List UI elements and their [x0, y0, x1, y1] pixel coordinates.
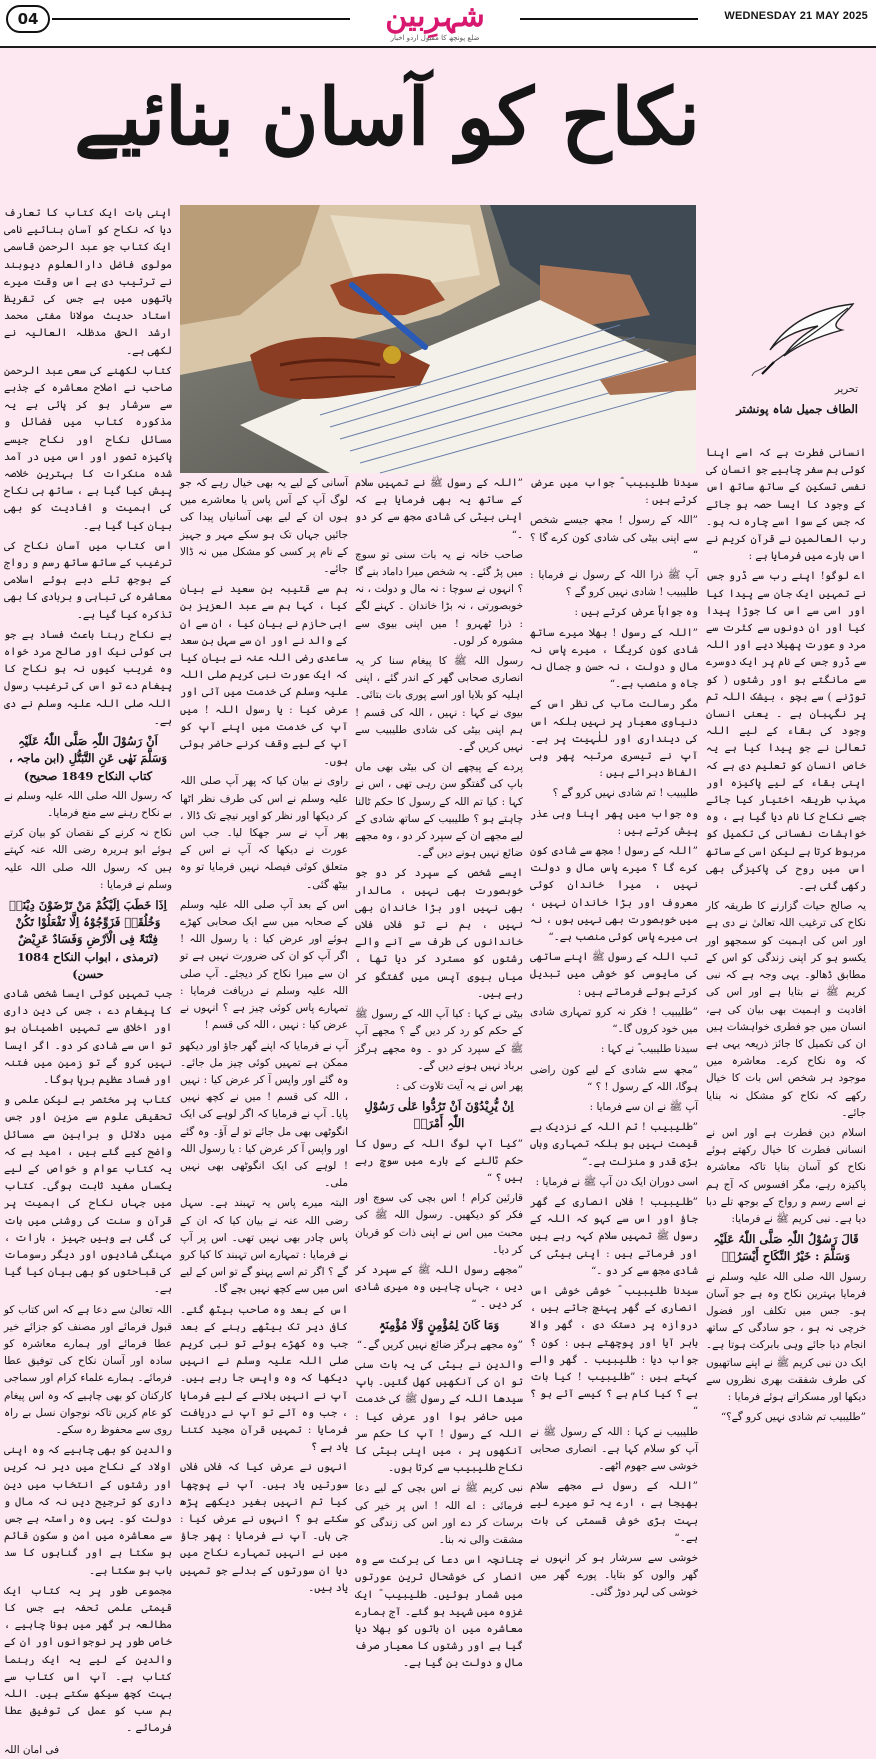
paragraph: سیدنا طلیبیب ؓ خوشی خوشی اس انصاری کے گھر پہنچ جاتے ہیں ، دروازہ پر دستک دی ، گھر والا باہر آیا اور پوچھتے ہیں : کون ؟ جواب دیا : طلیبیب ۔ گھر والے کہتے ہیں : ”طلیبیب ! کیا بات ہے ؟ کیا کام ہے ؟ کیسے آئے ہو ؟ “	[530, 1284, 698, 1418]
nikah-signing-photo	[180, 205, 696, 473]
paragraph: اس کے بعد وہ صاحب بیٹھ گئے۔ کافی دیر تک بیٹھے رہنے کے بعد جب وہ کھڑے ہوئے تو نبی کریم صلی اللہ علیہ وسلم نے انہیں دیکھا کہ وہ واپس جا رہے ہیں۔ آپ نے انہیں بلانے کے لیے فرمایا ، جب وہ آئے تو آپ نے دریافت فرمایا : تمہیں قرآن مجید کتنا یاد ہے ؟	[180, 1303, 348, 1454]
photo-illustration	[180, 205, 696, 473]
paragraph: کتاب پر مختصر بے لیکن علمی و تحقیقی علوم سے مزین اور جس میں دلائل و براہین سے مسائل واضح کیے گئے ہیں ، امید ہے کہ یہ کتاب عوام و خواص کے لیے یکساں مفید ثابت ہوگی۔ کتاب میں جہاں نکاح کی اہمیت پر قرآن و سنت کی روشنی میں بات کی گئی ہے وہیں جہیز ، بارات ، مہنگی شادیوں اور دیگر رسومات کی قباحتوں کو بھی بیان کیا گیا ہے۔	[4, 1094, 172, 1296]
article-column-5	[4, 205, 172, 1756]
quote: ”اللہ کے رسول ! بھلا میرے ساتھ شادی کون کریگا ، میرے پاس نہ مال و دولت ، نہ حسن و جمال نہ جاہ و منصب ہے۔“	[530, 626, 698, 691]
quote: ”وہ مجھے ہرگز ضائع نہیں کریں گے۔“	[356, 1338, 523, 1351]
paragraph: رسول اللہ صلی اللہ علیہ وسلم نے فرمایا بہترین نکاح وہ ہے جو آسان ہو۔ جس میں تکلف اور فضول خرچی نہ ہو ، جو سادگی کے ساتھ انجام دیا جائے وہی بابرکت ہوتا ہے۔ ایک دن نبی کریم ﷺ نے اپنے ساتھیوں کی طرف شفقت بھری نظروں سے دیکھا اور مسکراتے ہوئے فرمایا :	[706, 1270, 866, 1403]
quote: ”طلیبیب ! فکر نہ کرو تمہاری شادی میں خود کروں گا۔“	[530, 1005, 698, 1036]
paragraph: انسانی فطرت ہے کہ اسے اپنا کوئی ہم سفر چاہیے جو انسان کی نفسی تسکین کے ساتھ ساتھ اس کے وجود کا ایسا حصہ ہو جائے کہ جس کے سوا اسے چارہ نہ ہو۔ رب العالمین نے قرآن کریم نے اس بارے میں فرمایا ہے :	[706, 447, 866, 563]
paragraph: اسی دوران ایک دن آپ ﷺ نے فرمایا :	[535, 1175, 698, 1188]
author-byline	[708, 300, 868, 440]
header-rule-right	[520, 18, 698, 20]
byline-label: تحریر	[834, 384, 858, 395]
paragraph: سیدنا طلیبیب ؓ نے کہا :	[600, 1043, 698, 1056]
quote: ”اللہ کے رسول ﷺ نے تمہیں سلام کے ساتھ یہ بھی فرمایا ہے کہ اپنی بیٹی کی شادی مجھ سے کر دو ۔“	[355, 477, 523, 541]
paragraph: راوی نے بیان کیا کہ پھر آپ صلی اللہ علیہ وسلم نے اس کی طرف نظر اٹھا کر دیکھا اور نظر کو اوپر نیچے تک ڈالا ، پھر آپ نے سر جھکا لیا۔ جب اس عورت نے دیکھا کہ آپ نے اس کے متعلق کوئی فیصلہ نہیں فرمایا تو وہ بیٹھ گئی۔	[180, 775, 348, 891]
quote: طلیبیب ! تم شادی نہیں کرو گے ؟	[552, 787, 698, 800]
quill-pen-icon	[748, 300, 858, 378]
paragraph: کہ رسول اللہ صلی اللہ علیہ وسلم نے بے نکاح رہنے سے منع فرمایا۔	[4, 789, 172, 819]
paragraph: والدین کو بھی چاہیے کہ وہ اپنی اولاد کے نکاح میں دیر نہ کریں اور رشتوں کے انتخاب میں دین داری کو ترجیح دیں نہ کہ مال و دولت کو۔ یہی وہ راستہ ہے جس سے معاشرہ میں امن و سکون قائم ہو سکتا ہے اور گناہوں کا سد باب ہو سکتا ہے۔	[4, 1444, 172, 1577]
paragraph: والدین نے بیٹی کی یہ بات سنی تو ان کی آنکھیں کھل گئیں۔ باپ سیدھا اللہ کے رسول ﷺ کی خدمت میں حاضر ہوا اور عرض کیا : اللہ کے رسول ! آپ کا حکم سر آنکھوں پر ، میں اپنی بیٹی کا نکاح طلیبیب سے کرتا ہوں۔	[355, 1358, 523, 1475]
header-rule-left	[52, 18, 350, 20]
article-column-4	[180, 475, 348, 1594]
newspaper-name: شہرِبین	[385, 0, 485, 34]
paragraph: بیٹی نے کہا : کیا آپ اللہ کے رسول ﷺ کے حکم کو رد کر دیں گے ؟ مجھے آپ ﷺ کے سپرد کر دو ۔ وہ مجھے ہرگز برباد نہیں ہونے دیں گے۔	[355, 1008, 523, 1072]
paragraph: آپ ﷺ نے ان سے فرمایا :	[589, 1100, 698, 1113]
quran-verse: وَمَا کَانَ لِمُؤْمِنٍ وَّلَا مُؤْمِنَۃٍ	[378, 1317, 500, 1332]
quote: ”مجھ سے شادی کے لیے کون راضی ہوگا، اللہ کے رسول ! ؟ “	[530, 1063, 698, 1093]
paragraph: اس کتاب میں آسان نکاح کی ترغیب کے ساتھ ساتھ رسم و رواج کے بوجھ تلے دبے ہوئے اسلامی معاشرہ کی تباہی و بربادی کا بھی تذکرہ کیا گیا ہے۔	[4, 539, 172, 621]
paragraph: وہ جواب میں پھر اپنا وہی عذر پیش کرتے ہیں :	[530, 807, 698, 837]
paragraph: پھر اس نے یہ آیت تلاوت کی :	[395, 1079, 523, 1092]
page-header	[0, 0, 876, 48]
paragraph: خوشی سے سرشار ہو کر انہوں نے گھر والوں کو بتایا۔ پورے گھر میں خوشی کی لہر دوڑ گئی۔	[530, 1551, 698, 1599]
masthead	[355, 0, 515, 44]
paragraph: بے نکاح رہنا باعث فساد ہے جو ہی کوئی نیک اور صالح مرد خواہ وہ غریب کیوں نہ ہو نکاح کا پیغام دے تو اس کی ترغیب رسول اللہ صلی اللہ علیہ وسلم نے دی ہے۔	[4, 628, 172, 727]
paragraph: وہ جواباً عرض کرتے ہیں :	[574, 606, 698, 619]
paragraph: اسلام دین فطرت ہے اور اس نے انسانی فطرت کا خیال رکھتے ہوئے نکاح کو آسان بنایا تاکہ معاشرہ پاکیزہ رہے، مگر افسوس کہ آج ہم نے اسے رسم و رواج کے بوجھ تلے دبا دیا ہے۔ نبی کریم ﷺ نے فرمایا:	[706, 1126, 866, 1225]
paragraph: قارئین کرام ! اس بچی کی سوچ اور فکر کو دیکھیں۔ رسول اللہ ﷺ کی محبت میں اس نے اپنی ذات کو قربان کر دیا۔	[355, 1192, 523, 1256]
paragraph: ایسے شخص کے سپرد کر دو جو خوبصورت بھی نہیں ، مالدار بھی نہیں اور بڑا خاندان بھی نہیں ، ہم نے تو فلاں فلاں خاندانوں کی طرف سے آنے والے رشتوں کو مسترد کر دیا تھا ، میاں بیوی آپس میں گفتگو کر رہے ہیں۔	[355, 867, 523, 1000]
hadith-arabic: اَنْ رَسُوْلَ اللّٰہِ صَلَّی اللّٰہُ عَلَیْہِ وَسَلَّمَ نَھٰی عَنِ التَّبَتُّلِ (ابن ماجہ ، کتاب النکاح 1849 صحیح)	[8, 734, 167, 783]
paragraph: اے لوگو! اپنے رب سے ڈرو جس نے تمہیں ایک جان سے پیدا کیا اور اسی سے اس کا جوڑا پیدا کیا اور ان دونوں سے کثرت سے مرد و عورت پھیلا دیے اور اللہ سے ڈرو جس کے نام پر ایک دوسرے سے مانگتے ہو اور رشتوں ( کو توڑنے ) سے بچو ، بیشک اللہ تم پر نگہبان ہے ۔ یعنی انسان وجود کی بقاء کے لیے اللہ تعالیٰ نے جو پیدا کیا ہے یہ خاص انسان کو تعلیم دی ہے کہ اپنی بقاء کے لیے پاکیزہ اور مہذب طریقہ اختیار کیا جائے جسے نکاح کا نام دیا گیا ہے ، وہ خواہشات نفسانی کی تکمیل کو مربوط کرتا ہے لیکن اسی کے ساتھ اس میں روح کی پاکیزگی بھی رکھی گئی ہے۔	[706, 570, 866, 893]
paragraph: کتاب لکھنے کی سعی عبد الرحمن صاحب نے اصلاح معاشرہ کے جذبے سے سرشار ہو کر پائی ہے یہ مذکورہ کتاب میں فضائل و مسائل نکاح اور نکاح جیسے پاکیزہ تصور اور اس میں در آمد شدہ منکرات کا بہترین خلاصہ پیش کیا گیا ہے ، ساتھ ہی نکاح کی اہمیت و افادیت کو بھی بیان کیا گیا ہے۔	[4, 364, 172, 532]
article-column-3	[355, 475, 523, 1670]
paragraph: صاحب خانہ نے یہ بات سنی تو سوچ میں پڑ گئے۔ یہ شخص میرا داماد بنے گا ؟ انہوں نے سوچا : نہ مال و دولت ، نہ خوبصورتی ، نہ بڑا خاندان ۔ کہنے لگے : ذرا ٹھہرو ! میں اپنی بیوی سے مشورہ کر لوں۔	[355, 548, 523, 647]
paragraph: آسانی کے لیے یہ بھی خیال رہے کہ جو لوگ آپ کے آس پاس یا معاشرے میں ہوں ان کے لیے بھی آسانیاں پیدا کی جائیں جہاں تک ہو سکے مہر و جہیز کے نام پر کسی کو مشکل میں نہ ڈالا جائے۔	[180, 477, 348, 576]
paragraph: اس کے بعد آپ صلی اللہ علیہ وسلم کے صحابہ میں سے ایک صحابی کھڑے ہوئے اور عرض کیا : یا رسول اللہ ! اگر آپ کو ان کی ضرورت نہیں ہے تو ان سے میرا نکاح کر دیجئے۔ آپ صلی اللہ علیہ وسلم نے دریافت فرمایا : تمہارے پاس کوئی چیز ہے ؟ انہوں نے عرض کیا : نہیں ، اللہ کی قسم !	[180, 898, 348, 1032]
paragraph: یہ صالح حیات گزارنے کا طریقہ کار نکاح کی ترغیب اللہ تعالیٰ نے دی ہے اور اس کی اہمیت کو سمجھو اور یکسو ہو کر اپنی زندگی کو اس کے مطابق ڈھالو۔ یہی وجہ ہے کہ نبی کریم ﷺ نے بتایا ہے اور اس کی افادیت و اہمیت بھی بیان کی ہے، انسان میں جو فطری خواہشات ہیں ان کی تکمیل کا جائز ذریعہ یہی ہے کہ وہ نکاح کرے۔ معاشرہ میں موجود ہر شخص اس بات کا خیال رکھے کہ نکاح کو مشکل نہ بنایا جائے۔	[706, 900, 866, 1119]
quran-verse: اِنْ یُّرِیْدُوْنَ اَنْ تَرُدُّوا عَلٰی رَسُوْلِ اللّٰہِ أَمْرَہٗ	[364, 1099, 514, 1131]
paragraph: ہم سے قتیبہ بن سعید نے بیان کیا ، کہا ہم سے عبد العزیز بن ابی حازم نے بیان کیا ، ان سے ان کے والد نے اور ان سے سہل بن سعد ساعدی رضی اللہ عنہ نے بیان کیا کہ ایک عورت نبی کریم صلی اللہ علیہ وسلم کی خدمت میں آئی اور عرض کیا : یا رسول اللہ ! میں آپ کی خدمت میں اپنے آپ کو آپ کے لیے وقف کرنے حاضر ہوئی ہوں۔	[180, 583, 348, 768]
paragraph: انہوں نے عرض کیا کہ فلاں فلاں سورتیں یاد ہیں۔ آپ نے پوچھا کیا تم انہیں بغیر دیکھے پڑھ سکتے ہو ؟ انہوں نے عرض کیا : جی ہاں۔ آپ نے فرمایا : پھر جاؤ میں نے انہیں تمہارے نکاح میں دیا ان سورتوں کے بدلے جو تمہیں یاد ہیں۔	[180, 1461, 348, 1594]
quote: ”مجھے رسول اللہ ﷺ کے سپرد کر دیں ، جہاں چاہیں وہ میری شادی کر دیں ۔ “	[355, 1263, 523, 1311]
issue-date: WEDNESDAY 21 MAY 2025	[724, 10, 868, 22]
paragraph: نبی کریم ﷺ نے اس بچی کے لیے دعا فرمائی : اے اللہ ! اس پر خیر کی برسات کر دے اور اس کی زندگی کو مشقت والی نہ بنا۔	[355, 1482, 523, 1546]
quote: ”طلیبیب ! تم اللہ کے نزدیک بے قیمت نہیں ہو بلکہ تمہاری وہاں بڑی قدر و منزلت ہے۔“	[530, 1121, 698, 1168]
quote: ”طلیبیب تم شادی نہیں کرو گے؟“	[720, 1411, 866, 1424]
paragraph: چنانچہ اس دعا کی برکت سے وہ انصار کی خوشحال ترین عورتوں میں شمار ہوئیں۔ طلیبیب ؓ ایک غزوہ میں شہید ہو گئے۔ آج ہمارے معاشرہ میں ان باتوں کو بھلا دیا گیا ہے اور رشتوں کا معیار صرف مال و دولت بن گیا ہے۔	[355, 1554, 523, 1670]
quote: ”کیا آپ لوگ اللہ کے رسول کا حکم ٹالنے کے بارے میں سوچ رہے ہیں ؟ “	[355, 1137, 523, 1184]
article-column-2	[530, 475, 698, 1599]
paragraph: تب اللہ کے رسول ﷺ اپنے ساتھی کی مایوسی کو خوشی میں تبدیل کرتے ہوئے فرماتے ہیں :	[530, 951, 698, 998]
quote: ”اللہ کے رسول ! مجھ جیسے شخص سے اپنی بیٹی کی شادی کون کرے گا ؟ “	[530, 514, 698, 561]
quote: ”طلیبیب ! فلاں انصاری کے گھر جاؤ اور اس سے کہو کہ اللہ کے رسول ﷺ تمہیں سلام کہہ رہے ہیں اور فرماتے ہیں : اپنی بیٹی کی شادی مجھ سے کر دو ۔“	[530, 1195, 698, 1277]
quote: ”اللہ کے رسول نے مجھے سلام بھیجا ہے ، ارے یہ تو میرے لیے بہت بڑی خوش قسمتی کی بات ہے۔“	[530, 1480, 698, 1544]
paragraph: رسول اللہ ﷺ کا پیغام سنا کر یہ انصاری صحابی گھر کے اندر گئے ، اپنی اہلیہ کو بلایا اور اسے پوری بات بتائی۔ بیوی نے کہا : نہیں ، اللہ کی قسم ! ہم اپنی بیٹی کی شادی طلیبیب سے نہیں کریں گے۔	[355, 655, 523, 754]
quote: ”اللہ کے رسول ! مجھ سے شادی کون کرے گا ؟ میرے پاس مال و دولت نہیں ، میرا خاندان کوئی معروف اور بڑا خاندان نہیں ، میں خوبصورت بھی نہیں ہوں ، نہ ہی میرے پاس کوئی منصب ہے۔“	[530, 845, 698, 944]
author-name: الطاف جمیل شاہ پونشتر	[736, 402, 858, 416]
paragraph: اپنی بات ایک کتاب کا تعارف دیا کہ نکاح کو آسان بنائیے نامی ایک کتاب جو عبد الرحمن قاسمی مولوی فاضل دارالعلوم دیوبند نے ترتیب دی ہے اس وقت میرے ہاتھوں میں ہے جس کی تقریظ استاد حدیث مولانا مفتی محمد ارشد الحق مدظلہ العالیہ نے لکھی ہے۔	[4, 207, 172, 357]
paragraph: سیدنا طلیبیب ؓ جواب میں عرض کرتے ہیں :	[530, 477, 698, 507]
hadith-arabic: اِذَا خَطَبَ اِلَیْکُمْ مَنْ تَرْضَوْنَ دِیْنَہٗ وَخُلُقَہٗ فَزَوِّجُوْہُ اِلَّا تَفْعَلُوْا تَکُنْ فِتْنَۃٌ فِی الْاَرْضِ وَفَسَادٌ عَرِیْضٌ (ترمذی ، ابواب النکاح 1084 حسن)	[9, 897, 167, 981]
paragraph: آپ ﷺ ذرا اللہ کے رسول نے فرمایا : طلیبیب ! شادی نہیں کرو گے ؟	[530, 569, 698, 599]
closing-signoff: فی امان اللہ	[4, 1743, 60, 1756]
paragraph: طلیبیب نے کہا : اللہ کے رسول ﷺ نے آپ کو سلام کہا ہے۔ انصاری صحابی خوشی سے جھوم اٹھے۔	[530, 1425, 698, 1472]
paragraph: جب تمہیں کوئی ایسا شخص شادی کا پیغام دے ، جس کی دین داری اور اخلاق سے تمہیں اطمینان ہو تو اس سے شادی کر دو۔ اگر ایسا نہیں کرو گے تو زمین میں فتنہ اور فساد عظیم برپا ہوگا۔	[4, 987, 172, 1086]
article-column-1	[706, 445, 866, 1424]
article-headline: نکاح کو آسان بنائیے	[74, 72, 700, 163]
hadith-arabic: قَالَ رَسُوْلُ اللّٰہِ صَلَّی اللّٰہُ عَلَیْہِ وَسَلَّمَ : خَیْرُ النِّکَاحِ أَیْسَرُہٗ	[713, 1232, 859, 1264]
page-number: 04	[6, 5, 50, 33]
paragraph: مجموعی طور پر یہ کتاب ایک قیمتی علمی تحفہ ہے جس کا مطالعہ ہر گھر میں ہونا چاہیے ، خاص طور پر نوجوانوں اور ان کے والدین کے لیے یہ ایک رہنما کتاب ہے۔ آپ اس کتاب سے بہت کچھ سیکھ سکتے ہیں۔ اللہ ہم سب کو عمل کی توفیق عطا فرمائے ۔	[4, 1584, 172, 1735]
paragraph: نکاح نہ کرنے کے نقصان کو بیان کرتے ہوئے ابو ہریرہ رضی اللہ عنہ کہتے ہیں کہ رسول اللہ صلی اللہ علیہ وسلم نے فرمایا :	[4, 827, 172, 891]
paragraph: آپ نے فرمایا کہ اپنے گھر جاؤ اور دیکھو ممکن ہے تمہیں کوئی چیز مل جائے۔ وہ گئے اور واپس آ کر عرض کیا : نہیں ، اللہ کی قسم ! میں نے کچھ نہیں پایا۔ آپ نے فرمایا کہ اگر لوہے کی ایک انگوٹھی بھی مل جائے تو لے آؤ۔ وہ گئے اور واپس آ کر عرض کیا : یا رسول اللہ ! لوہے کی ایک انگوٹھی بھی نہیں ملی۔	[180, 1039, 348, 1190]
paragraph: اللہ تعالیٰ سے دعا ہے کہ اس کتاب کو قبول فرمائے اور مصنف کو جزائے خیر عطا فرمائے اور ہمارے معاشرہ کو سادہ اور آسان نکاح کی توفیق عطا فرمائے۔ ہمارے علماء کرام اور سماجی کارکنان کو بھی چاہیے کہ وہ اس پیغام کو عام کریں تاکہ نوجوان نسل بے راہ روی سے محفوظ رہ سکے۔	[4, 1303, 172, 1437]
paragraph: البتہ میرے پاس یہ تہبند ہے۔ سہل رضی اللہ عنہ نے بیان کیا کہ ان کے پاس چادر بھی نہیں تھی۔ اس پر آپ نے فرمایا : تمہارے اس تہبند کا کیا کرو گے ؟ اگر تم اسے پہنو گے تو اس کے لیے اس میں سے کچھ نہیں بچے گا۔	[180, 1197, 348, 1296]
newspaper-tagline: ضلع پونچھ کا مقبول اردو اخبار	[390, 34, 480, 42]
paragraph: پردے کے پیچھے ان کی بیٹی بھی ماں باپ کی گفتگو سن رہی تھی ، اس نے کہا : کیا تم اللہ کے رسول کا حکم ٹالنا چاہتے ہو ؟ طلیبیب کے ساتھ شادی کے لیے مجھے ان کے سپرد کر دو ، وہ مجھے ضائع نہیں ہونے دیں گے۔	[355, 761, 523, 860]
paragraph: مگر رسالت مآب کی نظر اس کے دنیاوی معیار پر نہیں بلکہ اس کی دینداری اور للٰہیت پر ہے۔ آپ نے تیسری مرتبہ پھر وہی الفاظ دہرائے ہیں :	[530, 698, 698, 780]
